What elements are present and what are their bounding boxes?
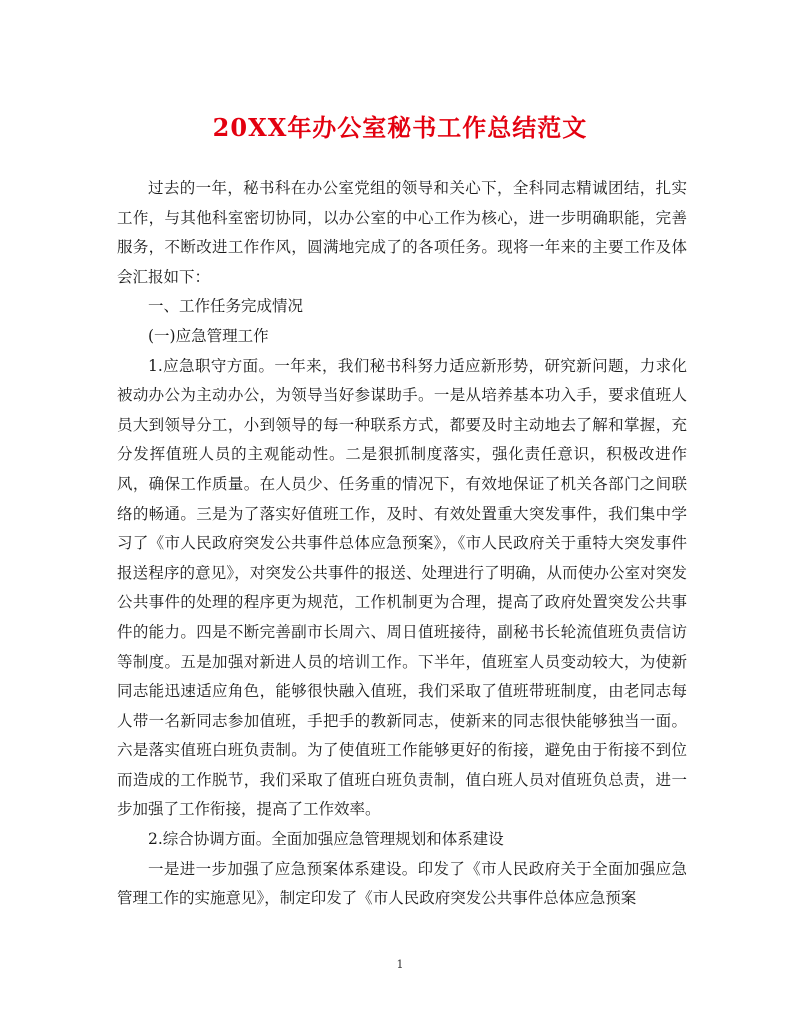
intro-paragraph: 过去的一年，秘书科在办公室党组的领导和关心下，全科同志精诚团结，扎实工作，与其他科室密切协同，以办公室的中心工作为核心，进一步明确职能，完善服务，不断改进工作作风，圆满地完成了的各项任务。现将一年来的主要工作及体会汇报如下： <box>117 179 687 286</box>
section-heading-1: 一、工作任务完成情况 <box>148 297 304 316</box>
document-body <box>117 174 687 914</box>
subsection-heading-1: (一)应急管理工作 <box>148 326 269 345</box>
paragraph-coordination-heading: 2.综合协调方面。全面加强应急管理规划和体系建设 <box>148 830 504 849</box>
page-number: 1 <box>396 958 404 971</box>
paragraph-emergency-duty: 1.应急职守方面。一年来，我们秘书科努力适应新形势，研究新问题，力求化被动办公为主动办公，为领导当好参谋助手。一是从培养基本功入手，要求值班人员大到领导分工，小到领导的每一种联系方式，都要及时主动地去了解和掌握，充分发挥值班人员的主观能动性。二是狠抓制度落实，强化责任意识，积极改进作风，确保工作质量。在人员少、任务重的情况下，有效地保证了机关各部门之间联络的畅通。三是为了落实好值班工作，及时、有效处置重大突发事件，我们集中学习了《市人民政府突发公共事件总体应急预案》，《市人民政府关于重特大突发事件报送程序的意见》，对突发公共事件的报送、处理进行了明确，从而使办公室对突发公共事件的处理的程序更为规范，工作机制更为合理，提高了政府处置突发公共事件的能力。四是不断完善副市长周六、周日值班接待，副秘书长轮流值班负责信访等制度。五是加强对新进人员的培训工作。下半年，值班室人员变动较大，为使新同志能迅速适应角色，能够很快融入值班，我们采取了值班带班制度，由老同志每人带一名新同志参加值班，手把手的教新同志，使新来的同志很快能够独当一面。六是落实值班白班负责制。为了使值班工作能够更好的衔接，避免由于衔接不到位而造成的工作脱节，我们采取了值班白班负责制，值白班人员对值班负总责，进一步加强了工作衔接，提高了工作效率。 <box>117 356 687 819</box>
paragraph-plan-system: 一是进一步加强了应急预案体系建设。印发了《市人民政府关于全面加强应急管理工作的实施意见》，制定印发了《市人民政府突发公共事件总体应急预案 <box>117 859 687 908</box>
document-title: 20XX年办公室秘书工作总结范文 <box>212 113 588 142</box>
